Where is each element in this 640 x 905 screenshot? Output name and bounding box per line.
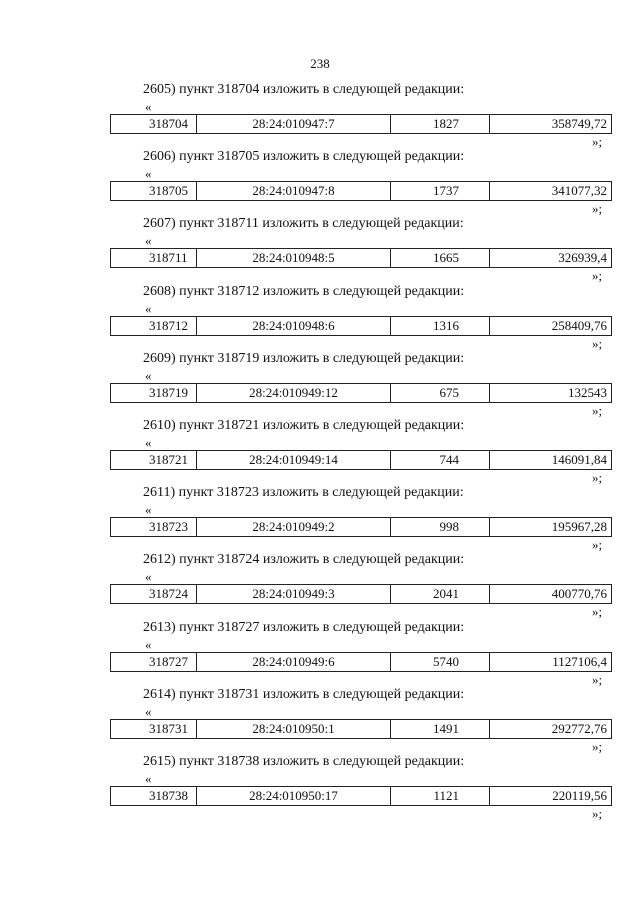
cadastral-number-cell: 28:24:010950:17 — [197, 787, 391, 805]
closing-quote: »; — [592, 402, 603, 418]
amendment-entry — [0, 754, 640, 821]
table-row — [110, 719, 612, 739]
area-cell: 1737 — [391, 182, 490, 200]
item-number-cell: 318731 — [111, 720, 197, 738]
table-row — [110, 114, 612, 134]
area-cell: 744 — [391, 451, 490, 469]
value-cell: 400770,76 — [551, 586, 607, 602]
amendment-entry — [0, 485, 640, 552]
amendment-heading: 2606) пункт 318705 изложить в следующей редакции: — [143, 149, 465, 165]
table-row — [110, 652, 612, 672]
item-number-cell: 318724 — [111, 585, 197, 603]
amendment-entry — [0, 82, 640, 149]
area-cell: 5740 — [391, 653, 490, 671]
closing-quote: »; — [592, 738, 603, 754]
opening-quote: « — [145, 636, 152, 652]
amendment-heading: 2610) пункт 318721 изложить в следующей редакции: — [143, 417, 465, 433]
value-cell: 220119,56 — [552, 787, 607, 803]
item-number-cell: 318704 — [111, 115, 197, 133]
closing-quote: »; — [592, 469, 603, 485]
opening-quote: « — [145, 166, 152, 182]
amendment-entry — [0, 351, 640, 418]
opening-quote: « — [145, 502, 152, 518]
item-number-cell: 318727 — [111, 653, 197, 671]
closing-quote: »; — [592, 201, 603, 217]
item-number-cell: 318711 — [111, 249, 197, 267]
item-number-cell: 318719 — [111, 384, 197, 402]
area-cell: 1665 — [391, 249, 490, 267]
opening-quote: « — [145, 569, 152, 585]
amendment-entry — [0, 552, 640, 619]
closing-quote: »; — [592, 335, 603, 351]
opening-quote: « — [145, 233, 152, 249]
opening-quote: « — [145, 703, 152, 719]
cadastral-number-cell: 28:24:010948:5 — [197, 249, 391, 267]
closing-quote: »; — [592, 604, 603, 620]
cadastral-number-cell: 28:24:010947:8 — [197, 182, 391, 200]
value-cell: 341077,32 — [551, 183, 607, 199]
amendment-heading: 2611) пункт 318723 изложить в следующей редакции: — [143, 485, 464, 501]
amendment-heading: 2609) пункт 318719 изложить в следующей редакции: — [143, 350, 465, 366]
item-number-cell: 318705 — [111, 182, 197, 200]
opening-quote: « — [145, 434, 152, 450]
opening-quote: « — [145, 770, 152, 786]
opening-quote: « — [145, 99, 152, 114]
closing-quote: »; — [592, 805, 603, 821]
value-cell: 132543 — [568, 384, 607, 400]
closing-quote: »; — [592, 671, 603, 687]
amendment-heading: 2614) пункт 318731 изложить в следующей редакции: — [143, 686, 465, 702]
value-cell: 1127106,4 — [552, 653, 607, 669]
amendment-entry — [0, 687, 640, 754]
closing-quote: »; — [592, 134, 603, 149]
closing-quote: »; — [592, 268, 603, 284]
value-cell: 358749,72 — [551, 116, 607, 131]
amendment-entry — [0, 149, 640, 216]
cadastral-number-cell: 28:24:010949:14 — [197, 451, 391, 469]
value-cell: 258409,76 — [551, 317, 607, 333]
area-cell: 1121 — [391, 787, 490, 805]
amendment-entry — [0, 620, 640, 687]
amendment-entry — [0, 216, 640, 283]
cadastral-number-cell: 28:24:010949:6 — [197, 653, 391, 671]
amendment-heading: 2612) пункт 318724 изложить в следующей редакции: — [143, 552, 465, 568]
table-row — [110, 584, 612, 604]
item-number-cell: 318738 — [111, 787, 197, 805]
cadastral-number-cell: 28:24:010947:7 — [197, 115, 391, 133]
table-row — [110, 517, 612, 537]
area-cell: 1491 — [391, 720, 490, 738]
value-cell: 326939,4 — [558, 250, 607, 266]
item-number-cell: 318721 — [111, 451, 197, 469]
cadastral-number-cell: 28:24:010949:3 — [197, 585, 391, 603]
item-number-cell: 318723 — [111, 518, 197, 536]
table-row — [110, 316, 612, 336]
amendment-heading: 2615) пункт 318738 изложить в следующей редакции: — [143, 753, 465, 769]
area-cell: 675 — [391, 384, 490, 402]
closing-quote: »; — [592, 537, 603, 553]
opening-quote: « — [145, 367, 152, 383]
page-number: 238 — [310, 56, 330, 71]
amendment-entry — [0, 418, 640, 485]
cadastral-number-cell: 28:24:010949:2 — [197, 518, 391, 536]
cadastral-number-cell: 28:24:010950:1 — [197, 720, 391, 738]
amendment-heading: 2607) пункт 318711 изложить в следующей редакции: — [143, 216, 464, 232]
amendment-heading: 2613) пункт 318727 изложить в следующей редакции: — [143, 619, 465, 635]
area-cell: 998 — [391, 518, 490, 536]
opening-quote: « — [145, 300, 152, 316]
table-row — [110, 248, 612, 268]
area-cell: 2041 — [391, 585, 490, 603]
table-row — [110, 181, 612, 201]
amendment-list — [0, 82, 640, 821]
area-cell: 1827 — [391, 115, 490, 133]
value-cell: 195967,28 — [551, 519, 607, 535]
item-number-cell: 318712 — [111, 317, 197, 335]
amendment-heading: 2605) пункт 318704 изложить в следующей редакции: — [143, 82, 465, 97]
cadastral-number-cell: 28:24:010949:12 — [197, 384, 391, 402]
table-row — [110, 786, 612, 806]
amendment-entry — [0, 284, 640, 351]
cadastral-number-cell: 28:24:010948:6 — [197, 317, 391, 335]
value-cell: 146091,84 — [551, 451, 607, 467]
amendment-heading: 2608) пункт 318712 изложить в следующей редакции: — [143, 283, 465, 299]
value-cell: 292772,76 — [551, 720, 607, 736]
table-row — [110, 383, 612, 403]
area-cell: 1316 — [391, 317, 490, 335]
table-row — [110, 450, 612, 470]
